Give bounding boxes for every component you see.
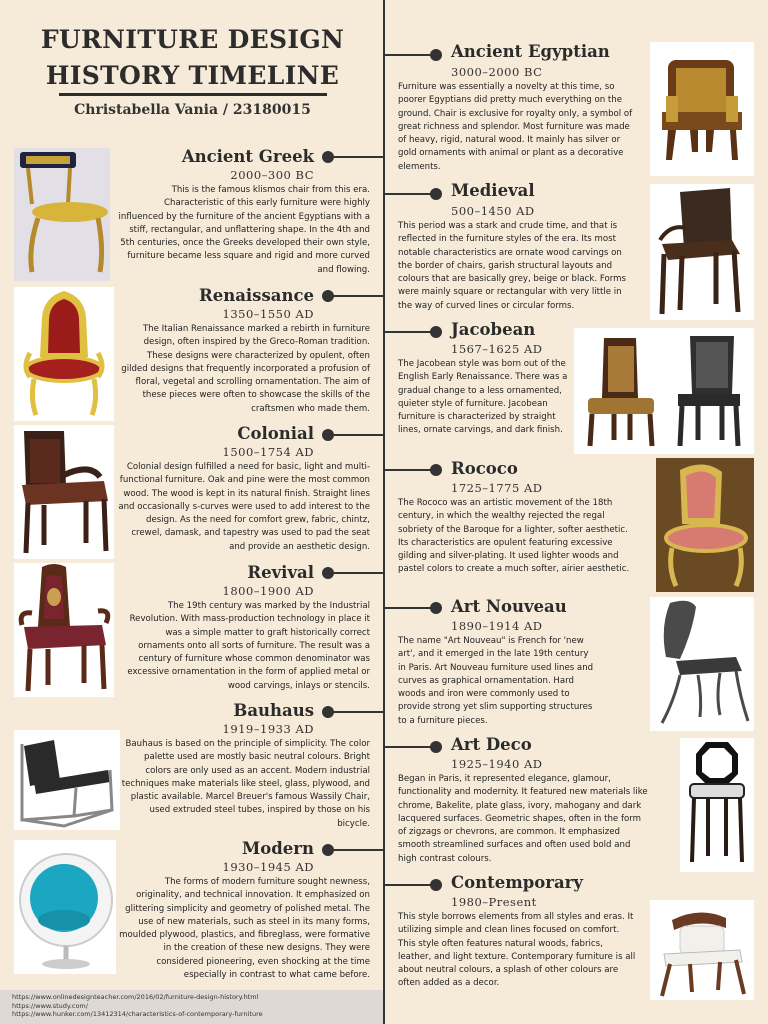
era-description: The Jacobean style was born out of the English Early Renaissance. There was a gradual change to a less ornamented, quieter style of furniture. Jacobean furniture is characterized by straight lines, ornate carvings, and dark finish. xyxy=(398,359,568,436)
sources-footer xyxy=(0,990,383,1024)
era-dates: 1925–1940 AD xyxy=(451,757,543,771)
colonial-armchair-icon xyxy=(14,425,114,559)
era-title-medieval: Medieval xyxy=(451,181,535,200)
timeline-dot xyxy=(430,188,442,200)
era-dates: 1500–1754 AD xyxy=(222,445,314,459)
era-description: The forms of modern furniture sought newness, originality, and technical innovation. It emphasized on glittering simplicity and geometry of polished metal. The use of new materials, such as steel in its many forms, moulded plywood, plastics, and fibreglass, were formative in the creation of these new designs. They were considered pioneering, even shocking at the time especially in contrast to what came before. xyxy=(119,877,370,981)
era-title-renaissance: Renaissance xyxy=(199,286,314,305)
era-dates: 500–1450 AD xyxy=(451,204,535,218)
timeline-dot xyxy=(322,844,334,856)
era-description: This period was a stark and crude time, and that is reflected in the furniture styles of the era. Its most notable characteristics are ornate wood carvings on the border of chairs, garish structural layouts and colours that are basically grey, beige or black. Forms were mainly square or rectangular with very little in the way of curved lines or circular forms. xyxy=(398,221,626,311)
source-link[interactable]: https://www.onlinedesignteacher.com/2016/02/furniture-design-history.html xyxy=(12,993,259,1001)
era-description: Colonial design fulfilled a need for basic, light and multi-functional furniture. Oak and pine were the most common wood. The wood is kept in its natural finish. Straight lines and occasionally s-curves were used to add interest to the design. As the need for comfort grew, fabric, chintz, crewel, damask, and tapestry was used to pad the seat and provide an aesthetic design. xyxy=(118,462,370,552)
connector-line xyxy=(330,572,383,574)
era-title-revival: Revival xyxy=(247,563,314,582)
timeline-dot xyxy=(430,326,442,338)
ball-chair-icon xyxy=(14,840,116,974)
timeline-dot xyxy=(430,602,442,614)
connector-line xyxy=(385,193,435,195)
era-title-art-deco: Art Deco xyxy=(451,735,532,754)
source-link[interactable]: https://www.study.com/ xyxy=(12,1001,88,1010)
connector-line xyxy=(330,434,383,436)
connector-line xyxy=(330,295,383,297)
era-description: The Italian Renaissance marked a rebirth in furniture design, often inspired by the Greco-Roman tradition. These designs were characterized by opulent, often gilded designs that frequently incorporated a profusion of floral, vegetal and scrolling ornamentation. The aim of these pieces were often to showcase the skills of the craftsmen who made them. xyxy=(121,324,370,414)
era-description: Bauhaus is based on the principle of simplicity. The color palette used are mostly basic neutral colours. Bright colors are only used as an accent. Modern industrial techniques make materials like steel, glass, plywood, and plastic available. Marcel Breuer's famous Wassily Chair, used extruded steel tubes, inspired by those on his bicycle. xyxy=(121,739,370,829)
era-dates: 3000–2000 BC xyxy=(451,65,543,79)
contemporary-chair-icon xyxy=(650,900,754,1000)
era-title-ancient-greek: Ancient Greek xyxy=(181,147,314,166)
era-dates: 1725–1775 AD xyxy=(451,481,543,495)
wassily-chair-icon xyxy=(14,730,120,830)
timeline-spine xyxy=(383,0,385,1024)
connector-line xyxy=(330,849,383,851)
rococo-armchair-icon xyxy=(656,458,754,592)
era-description: The 19th century was marked by the Industrial Revolution. With mass-production technology in place it was a simple matter to graft historically correct ornaments onto all sorts of furniture. The result was a century of furniture whose common denominator was excessive ornamentation in the form of applied metal or wood carvings, inlays or stencils. xyxy=(127,601,370,691)
connector-line xyxy=(385,884,435,886)
title-line-1: FURNITURE DESIGN xyxy=(40,25,345,54)
medieval-chair-icon xyxy=(650,184,754,320)
page-title xyxy=(40,22,345,94)
connector-line xyxy=(385,469,435,471)
connector-line xyxy=(385,331,435,333)
timeline-dot xyxy=(322,567,334,579)
connector-line xyxy=(385,746,435,748)
era-description: The Rococo was an artistic movement of the 18th century, in which the wealthy rejected the regal sobriety of the Baroque for a lighter, softer aesthetic. Its characteristics are opulent featuring excessive gilding and silver-plating. It used lighter woods and pastel colors to create a much softer, airier aesthetic. xyxy=(398,498,630,575)
title-line-2: HISTORY TIMELINE xyxy=(45,61,340,90)
author-credit: Christabella Vania / 23180015 xyxy=(74,102,311,118)
jacobean-chairs-icon xyxy=(574,328,754,454)
era-title-rococo: Rococo xyxy=(451,459,518,478)
era-title-colonial: Colonial xyxy=(237,424,314,443)
timeline-dot xyxy=(322,706,334,718)
era-description: This style borrows elements from all styles and eras. It utilizing simple and clean lines focused on comfort. This style often features natural woods, fabrics, leather, and light texture. Contemporary furniture is all about neutral colours, a splash of other colours are often added as a decor. xyxy=(398,912,636,989)
era-dates: 1890–1914 AD xyxy=(451,619,543,633)
era-dates: 2000–300 BC xyxy=(230,168,314,182)
era-dates: 1930–1945 AD xyxy=(222,860,314,874)
connector-line xyxy=(385,54,435,56)
renaissance-throne-chair-icon xyxy=(14,287,114,421)
era-dates: 1567–1625 AD xyxy=(451,342,543,356)
timeline-dot xyxy=(430,464,442,476)
era-dates: 1980–Present xyxy=(451,895,537,909)
era-title-modern: Modern xyxy=(242,839,314,858)
timeline-dot xyxy=(322,151,334,163)
revival-armchair-icon xyxy=(14,563,114,697)
timeline-dot xyxy=(430,879,442,891)
era-description: This is the famous klismos chair from this era. Characteristic of this early furniture were highly influenced by the furniture of the ancient Egyptians with a stiff, rectangular, and unflattering shape. In the 4th and 5th centuries, once the Greeks developed their own style, furniture became less square and rigid and more curved and flowing. xyxy=(118,185,370,275)
art-nouveau-chair-icon xyxy=(650,597,754,731)
connector-line xyxy=(330,711,383,713)
era-description: Furniture was essentially a novelty at this time, so poorer Egyptians did pretty much everything on the ground. Chair is exclusive for royalty only, a symbol of great richness and splendor. Most furniture was made of heavy, rigid, natural wood. It mainly has silver or gold ornaments with animal or plant as a decorative elements. xyxy=(398,82,633,172)
connector-line xyxy=(385,607,435,609)
art-deco-stool-icon xyxy=(680,738,754,872)
era-title-jacobean: Jacobean xyxy=(451,320,536,339)
title-underline xyxy=(59,93,327,96)
source-link[interactable]: https://www.hunker.com/13412314/characteristics-of-contemporary-furniture xyxy=(12,1010,263,1019)
egyptian-throne-chair-icon xyxy=(650,42,754,176)
timeline-dot xyxy=(322,290,334,302)
era-title-art-nouveau: Art Nouveau xyxy=(451,597,567,616)
era-description: Began in Paris, it represented elegance, glamour, functionality and modernity. It featured new materials like chrome, Bakelite, plate glass, ivory, mahogany and dark lacquered surfaces. Geometric shapes, often in the form of zigzags or chevrons, are common. It emphasized smooth streamlined surfaces and often used bold and high contrast colours. xyxy=(398,774,648,864)
era-title-ancient-egyptian: Ancient Egyptian xyxy=(451,42,610,61)
timeline-dot xyxy=(430,741,442,753)
klismos-chair-icon xyxy=(14,148,110,281)
era-dates: 1919–1933 AD xyxy=(222,722,314,736)
connector-line xyxy=(330,156,383,158)
era-title-contemporary: Contemporary xyxy=(451,873,583,892)
era-description: The name "Art Nouveau" is French for 'new art', and it emerged in the late 19th century in Paris. Art Nouveau furniture used lines and curves as graphical ornamentation. Hard woods and iron were commonly used to provide strong yet slim supporting structures to a furniture pieces. xyxy=(398,636,594,726)
era-dates: 1350–1550 AD xyxy=(222,307,314,321)
era-title-bauhaus: Bauhaus xyxy=(233,701,314,720)
era-dates: 1800–1900 AD xyxy=(222,584,314,598)
timeline-dot xyxy=(430,49,442,61)
timeline-dot xyxy=(322,429,334,441)
